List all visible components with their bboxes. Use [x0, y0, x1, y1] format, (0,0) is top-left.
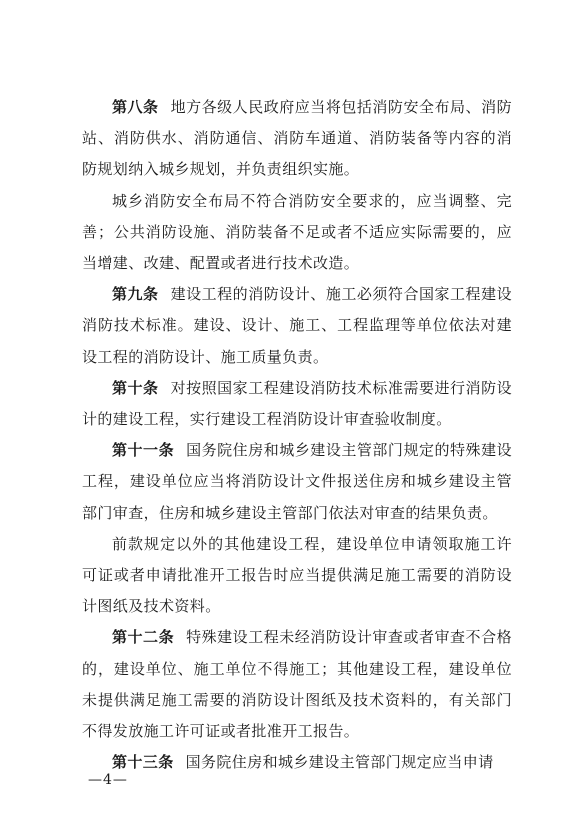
article-8-paragraph-2: [82, 186, 512, 280]
article-text: 前款规定以外的其他建设工程，建设单位申请领取施工许可证或者申请批准开工报告时应当提供满足施工需要的消防设计图纸及技术资料。: [82, 534, 512, 616]
article-text: 国务院住房和城乡建设主管部门规定的特殊建设工程，建设单位应当将消防设计文件报送住房和城乡建设主管部门审查，住房和城乡建设主管部门依法对审查的结果负责。: [82, 441, 512, 522]
document-body: [82, 92, 512, 778]
article-12: [82, 622, 512, 747]
article-heading: 第十条: [112, 378, 159, 397]
article-heading: 第十二条: [112, 628, 175, 647]
article-11-paragraph-2: [82, 529, 512, 623]
page-number: —4—: [88, 772, 128, 788]
article-11: [82, 435, 512, 529]
article-heading: 第十三条: [112, 753, 174, 772]
article-10: [82, 373, 512, 435]
article-8: [82, 92, 512, 186]
article-13: [82, 747, 512, 778]
article-text: 国务院住房和城乡建设主管部门规定应当申请: [185, 753, 494, 772]
article-heading: 第九条: [112, 285, 159, 304]
article-heading: 第八条: [112, 98, 159, 116]
article-heading: 第十一条: [112, 441, 175, 460]
article-9: [82, 279, 512, 373]
article-text: 对按照国家工程建设消防技术标准需要进行消防设计的建设工程，实行建设工程消防设计审查验收制度。: [82, 378, 512, 429]
article-text: 城乡消防安全布局不符合消防安全要求的，应当调整、完善；公共消防设施、消防装备不足或者不适应实际需要的，应当增建、改建、配置或者进行技术改造。: [82, 191, 512, 273]
article-text: 地方各级人民政府应当将包括消防安全布局、消防站、消防供水、消防通信、消防车通道、消防装备等内容的消防规划纳入城乡规划，并负责组织实施。: [82, 98, 512, 179]
article-text: 特殊建设工程未经消防设计审查或者审查不合格的，建设单位、施工单位不得施工；其他建设工程，建设单位未提供满足施工需要的消防设计图纸及技术资料的，有关部门不得发放施工许可证或者批准开工报告。: [82, 628, 512, 741]
article-text: 建设工程的消防设计、施工必须符合国家工程建设消防技术标准。建设、设计、施工、工程监理等单位依法对建设工程的消防设计、施工质量负责。: [82, 285, 512, 366]
